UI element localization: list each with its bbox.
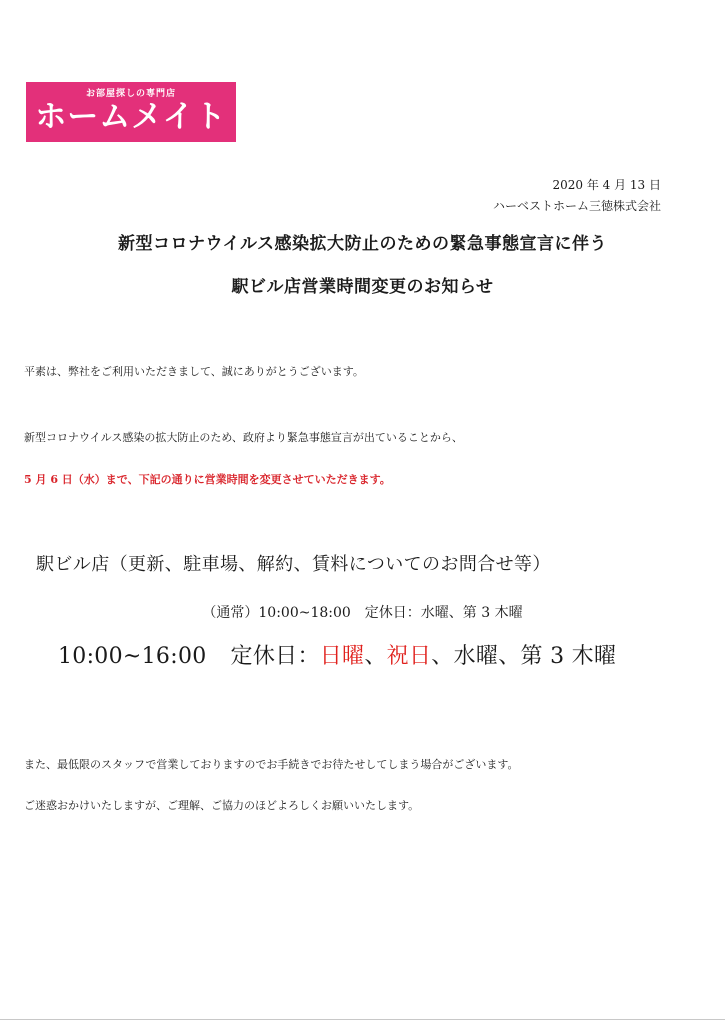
normal-hours: 10:00~18:00 [258, 605, 351, 621]
normal-closed-label: 定休日： [364, 605, 421, 621]
temporary-closed-label: 定休日： [230, 644, 320, 669]
normal-label: （通常） [202, 605, 259, 621]
notice-date: 2020 年 4 月 13 日 [552, 178, 661, 192]
page-edge-divider [0, 1019, 725, 1020]
closed-sunday: 日曜 [319, 644, 365, 669]
closed-holiday: 祝日 [386, 644, 432, 669]
homemate-logo [26, 82, 236, 142]
logo-name: ホームメイト [35, 99, 227, 135]
company-name: ハーベストホーム三徳株式会社 [492, 199, 661, 213]
normal-closed-days: 水曜、第 3 木曜 [420, 605, 523, 621]
staff-note-text: また、最低限のスタッフで営業しておりますのでお手続きでお待たせしてしまう場合がございます。 [24, 758, 519, 771]
normal-hours-line [0, 602, 725, 622]
notice-title-line-2: 駅ビル店営業時間変更のお知らせ [231, 277, 494, 297]
closed-separator-1: 、 [364, 644, 387, 669]
notice-title-line-1: 新型コロナウイルス感染拡大防止のための緊急事態宣言に伴う [118, 234, 607, 254]
greeting-text: 平素は、弊社をご利用いただきまして、誠にありがとうございます。 [24, 365, 364, 378]
closed-separator-2: 、 [431, 644, 454, 669]
logo-tagline: お部屋探しの専門店 [85, 89, 176, 99]
closed-rest: 水曜、第 3 木曜 [453, 644, 617, 669]
reason-text: 新型コロナウイルス感染の拡大防止のため、政府より緊急事態宣言が出ていることから、 [24, 431, 463, 444]
temporary-hours: 10:00~16:00 [58, 644, 207, 669]
store-heading: 駅ビル店（更新、駐車場、解約、賃料についてのお問合せ等） [36, 554, 551, 575]
temporary-hours-line [58, 639, 616, 670]
closing-text: ご迷惑おかけいたしますが、ご理解、ご協力のほどよろしくお願いいたします。 [24, 799, 420, 812]
change-notice-text: 5 月 6 日（水）まで、下記の通りに営業時間を変更させていただきます。 [24, 473, 391, 486]
